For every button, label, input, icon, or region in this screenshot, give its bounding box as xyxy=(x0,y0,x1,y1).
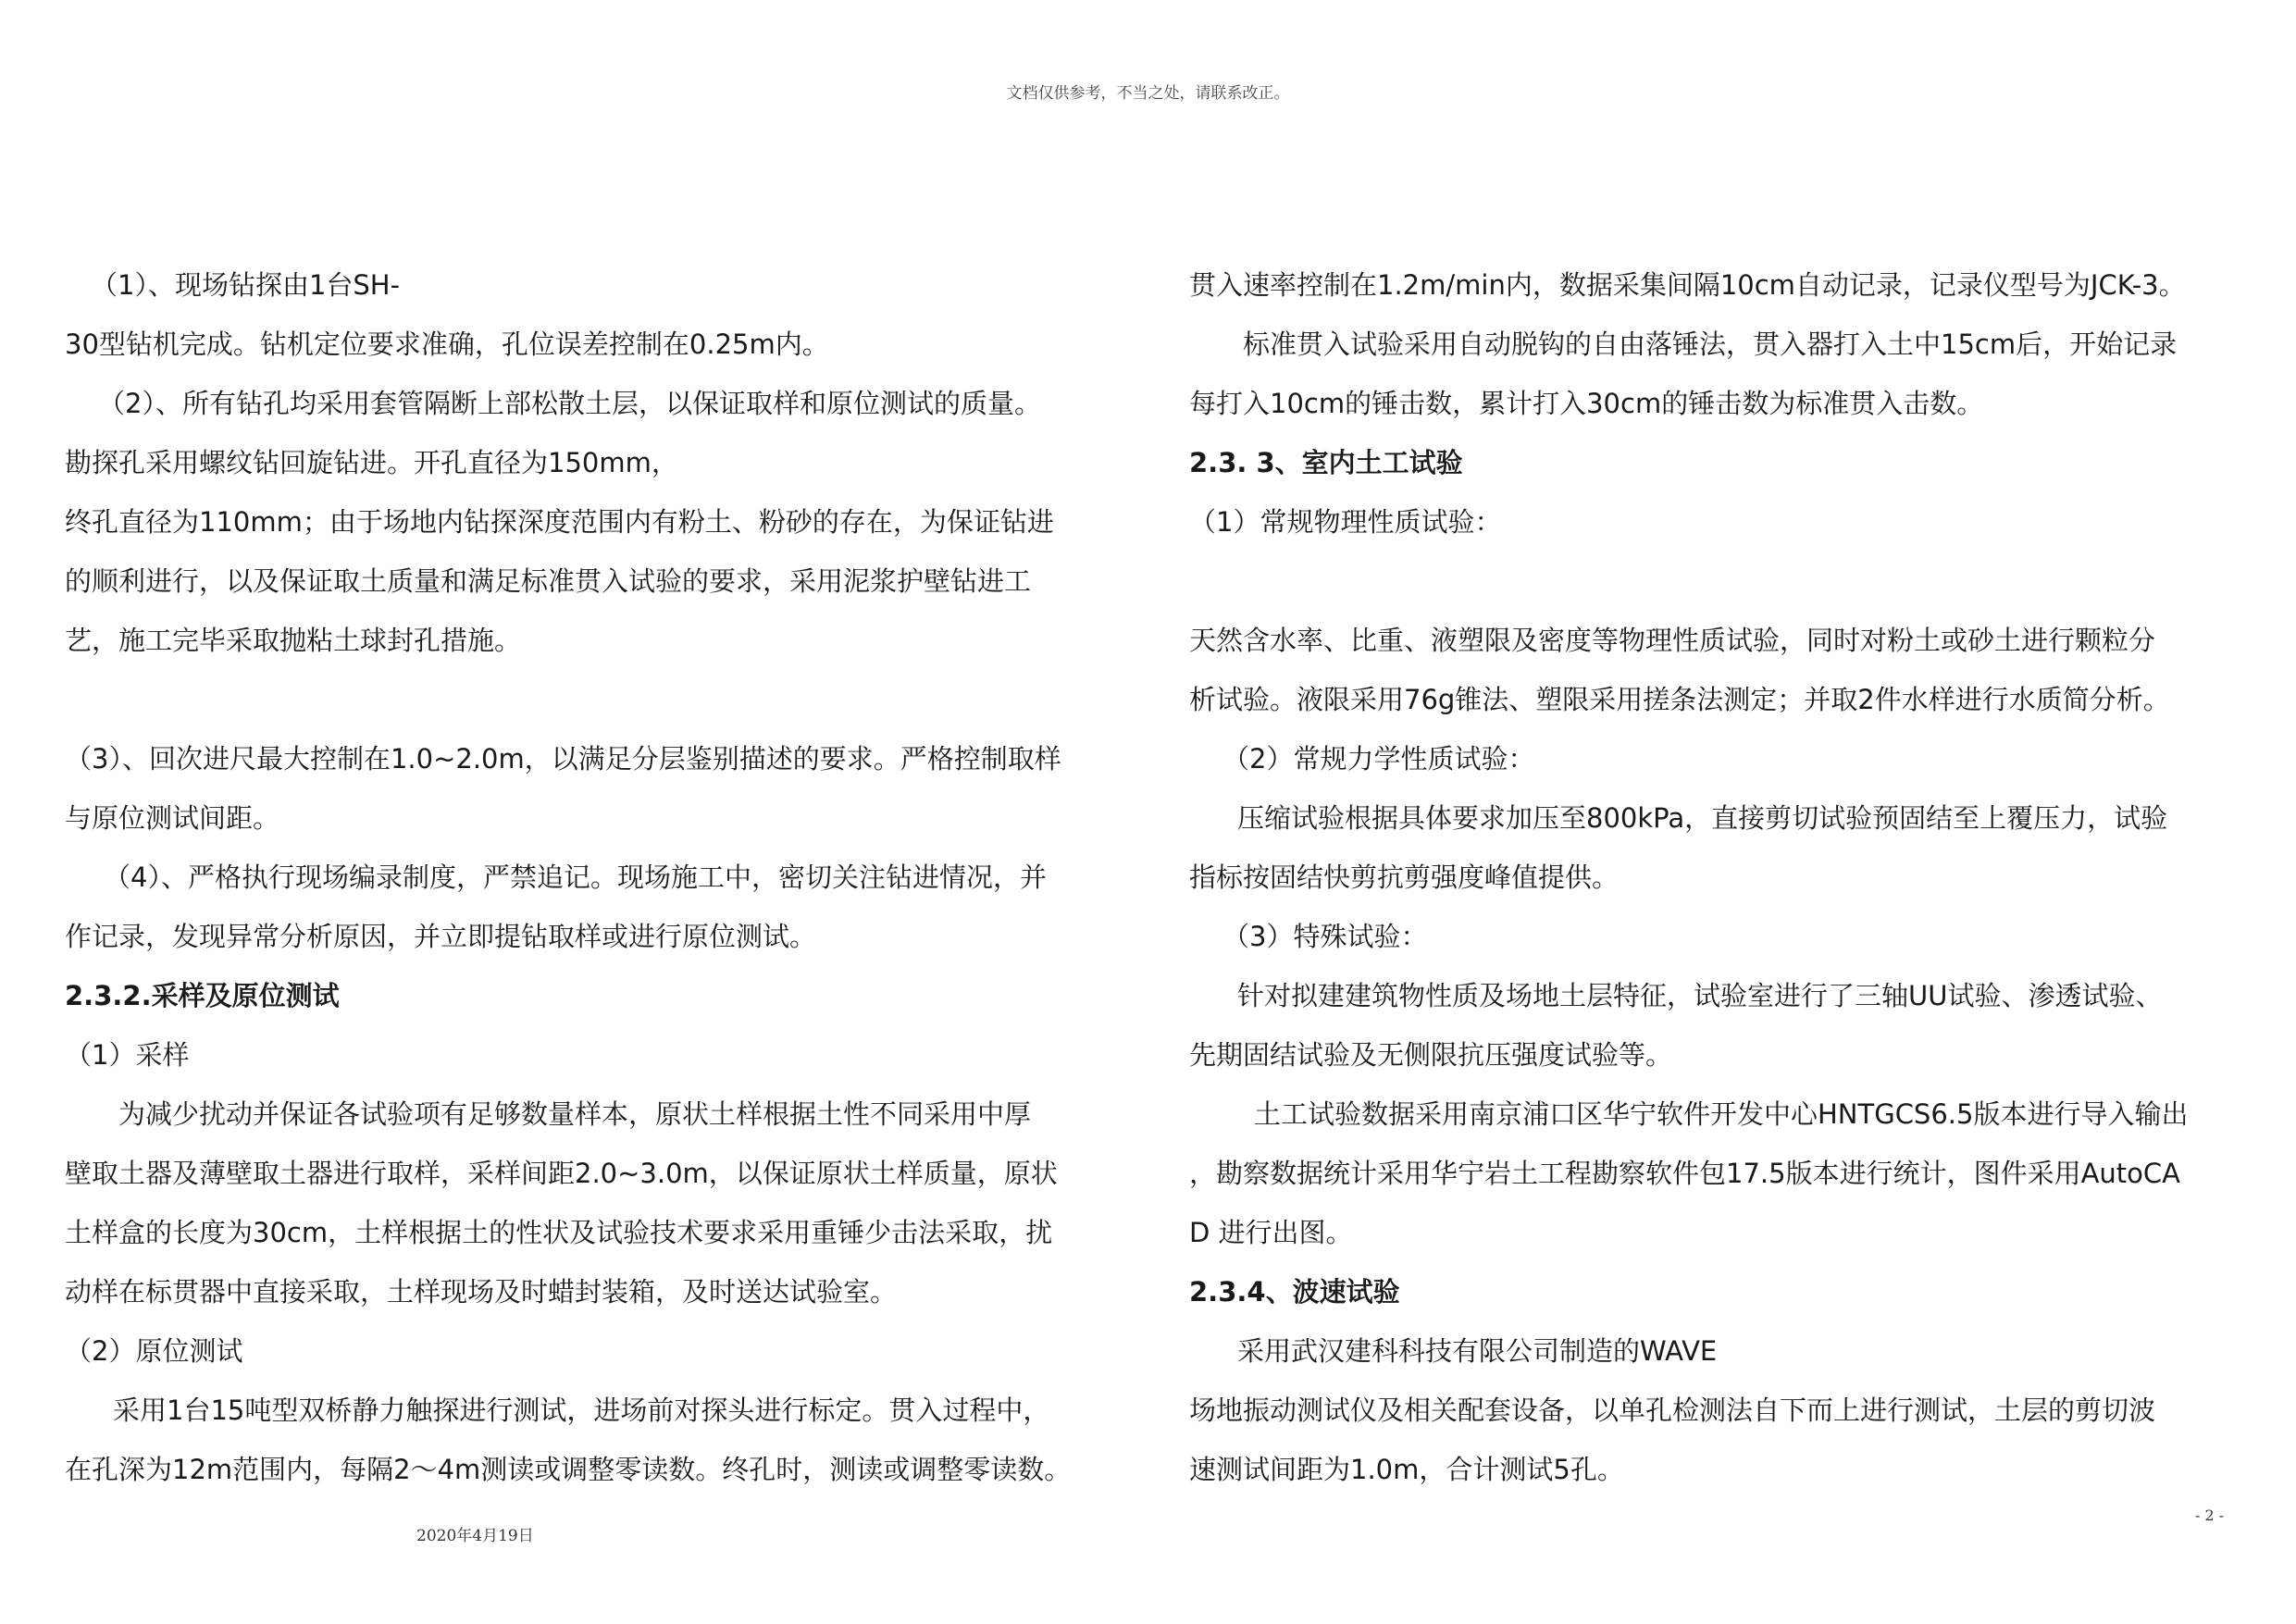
paragraph-line: 土工试验数据采用南京浦口区华宁软件开发中心HNTGCS6.5版本进行导入输出 xyxy=(1254,1098,2189,1130)
paragraph-line: 速测试间距为1.0m，合计测试5孔。 xyxy=(1189,1454,1624,1485)
subsection-label: （1）采样 xyxy=(65,1039,190,1071)
paragraph-line: 30型钻机完成。钻机定位要求准确，孔位误差控制在0.25m内。 xyxy=(65,329,829,360)
paragraph-line: 采用1台15吨型双桥静力触探进行测试，进场前对探头进行标定。贯入过程中， xyxy=(113,1395,1050,1426)
page-number: - 2 - xyxy=(2195,1506,2225,1524)
left-text-column xyxy=(65,265,1115,1508)
paragraph-line: 标准贯入试验采用自动脱钩的自由落锤法，贯入器打入土中15cm后，开始记录 xyxy=(1243,329,2178,360)
paragraph-line: D 进行出图。 xyxy=(1189,1217,1353,1248)
footer-date: 2020年4月19日 xyxy=(416,1527,534,1545)
paragraph-line: 场地振动测试仪及相关配套设备，以单孔检测法自下而上进行测试，土层的剪切波 xyxy=(1189,1395,2156,1426)
blank-line xyxy=(65,679,1115,738)
paragraph-line: 指标按固结快剪抗剪强度峰值提供。 xyxy=(1189,862,1620,893)
subsection-label: （2）原位测试 xyxy=(65,1335,243,1367)
paragraph-line: （4）、严格执行现场编录制度，严禁追记。现场施工中，密切关注钻进情况，并 xyxy=(104,862,1047,893)
paragraph-line: （3）、回次进尺最大控制在1.0~2.0m，以满足分层鉴别描述的要求。严格控制取样 xyxy=(65,743,1061,775)
right-text-column xyxy=(1189,265,2240,1508)
section-heading: 2.3.4、波速试验 xyxy=(1189,1276,1400,1308)
paragraph-line: 采用武汉建科科技有限公司制造的WAVE xyxy=(1237,1335,1718,1367)
subsection-label: （1）常规物理性质试验： xyxy=(1189,506,1502,538)
paragraph-line: 与原位测试间距。 xyxy=(65,802,280,834)
blank-line xyxy=(1189,561,2240,620)
paragraph-line: 贯入速率控制在1.2m/min内，数据采集间隔10cm自动记录，记录仪型号为JCK-3。 xyxy=(1189,269,2186,301)
paragraph-line: 析试验。液限采用76g锥法、塑限采用搓条法测定；并取2件水样进行水质简分析。 xyxy=(1189,684,2170,715)
section-heading: 2.3. 3、室内土工试验 xyxy=(1189,447,1463,478)
paragraph-line: 天然含水率、比重、液塑限及密度等物理性质试验，同时对粉土或砂土进行颗粒分 xyxy=(1189,625,2156,656)
paragraph-line: 针对拟建建筑物性质及场地土层特征，试验室进行了三轴UU试验、渗透试验、 xyxy=(1237,980,2163,1011)
paragraph-line: 勘探孔采用螺纹钻回旋钻进。开孔直径为150mm， xyxy=(65,447,678,478)
subsection-label: （3）特殊试验： xyxy=(1222,921,1428,952)
paragraph-line: 压缩试验根据具体要求加压至800kPa，直接剪切试验预固结至上覆压力，试验 xyxy=(1237,802,2168,834)
paragraph-line: 每打入10cm的锤击数，累计打入30cm的锤击数为标准贯入击数。 xyxy=(1189,388,1984,419)
paragraph-line: 先期固结试验及无侧限抗压强度试验等。 xyxy=(1189,1039,1673,1071)
paragraph-line: 在孔深为12m范围内，每隔2～4m测读或调整零读数。终孔时，测读或调整零读数。 xyxy=(65,1454,1072,1485)
section-heading: 2.3.2.采样及原位测试 xyxy=(65,980,340,1011)
subsection-label: （2）常规力学性质试验： xyxy=(1222,743,1535,775)
paragraph-line: 艺，施工完毕采取抛粘土球封孔措施。 xyxy=(65,625,522,656)
paragraph-line: 动样在标贯器中直接采取，土样现场及时蜡封装箱，及时送达试验室。 xyxy=(65,1276,898,1308)
paragraph-line: 为减少扰动并保证各试验项有足够数量样本，原状土样根据土性不同采用中厚 xyxy=(118,1098,1032,1130)
paragraph-line: 土样盒的长度为30cm，土样根据土的性状及试验技术要求采用重锤少击法采取，扰 xyxy=(65,1217,1053,1248)
paragraph-line: 终孔直径为110mm；由于场地内钻探深度范围内有粉土、粉砂的存在，为保证钻进 xyxy=(65,506,1054,538)
paragraph-line: 作记录，发现异常分析原因，并立即提钻取样或进行原位测试。 xyxy=(65,921,817,952)
paragraph-line: 壁取土器及薄壁取土器进行取样，采样间距2.0~3.0m，以保证原状土样质量，原状 xyxy=(65,1158,1058,1189)
paragraph-line: （2）、所有钻孔均采用套管隔断上部松散土层，以保证取样和原位测试的质量。 xyxy=(98,388,1041,419)
paragraph-line: 的顺利进行，以及保证取土质量和满足标准贯入试验的要求，采用泥浆护壁钻进工 xyxy=(65,565,1032,597)
paragraph-line: （1）、现场钻探由1台SH- xyxy=(91,269,401,301)
document-header-disclaimer: 文档仅供参考，不当之处，请联系改正。 xyxy=(1006,84,1290,103)
paragraph-line: ，勘察数据统计采用华宁岩土工程勘察软件包17.5版本进行统计，图件采用AutoCA xyxy=(1189,1158,2180,1189)
